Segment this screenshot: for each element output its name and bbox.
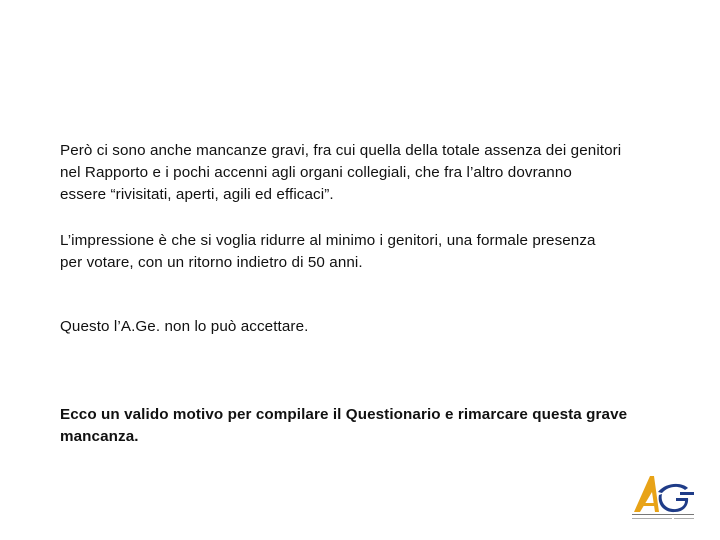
paragraph-impression <box>60 230 670 274</box>
paragraph-line: L’impressione è che si voglia ridurre al minimo i genitori, una formale presenza <box>60 232 596 249</box>
paragraph-not-acceptable: Questo l’A.Ge. non lo può accettare. <box>60 318 309 335</box>
age-logo-mark <box>628 470 698 525</box>
paragraph-line: per votare, con un ritorno indietro di 50 anni. <box>60 254 363 271</box>
paragraph-line: essere “rivisitati, aperti, agili ed efficaci”. <box>60 186 334 203</box>
paragraph-line: nel Rapporto e i pochi accenni agli organi collegiali, che fra l’altro dovranno <box>60 164 572 181</box>
paragraph-line: Ecco un valido motivo per compilare il Questionario e rimarcare questa grave <box>60 406 628 423</box>
paragraph-line: mancanza. <box>60 428 139 445</box>
paragraph-call-to-action <box>60 404 670 448</box>
paragraph-missing-parents <box>60 140 670 206</box>
age-logo <box>628 470 698 525</box>
paragraph-line: Però ci sono anche mancanze gravi, fra cui quella della totale assenza dei genitori <box>60 142 622 159</box>
